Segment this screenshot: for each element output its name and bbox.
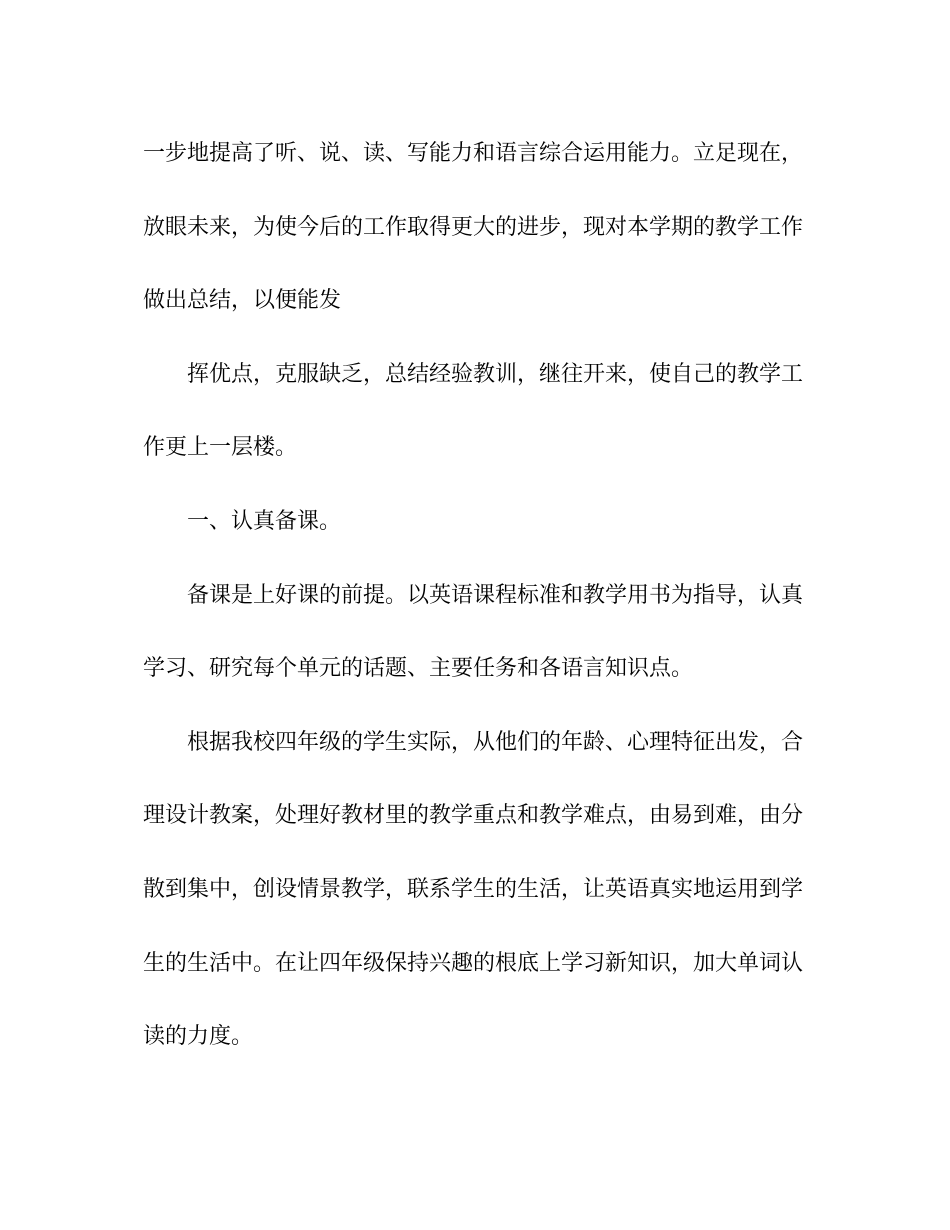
text-line: 散到集中，创设情景教学，联系学生的生活，让英语真实地运用到学 [143, 876, 804, 902]
paragraph-first-line: 备课是上好课的前提。以英语课程标准和教学用书为指导，认真 [187, 582, 804, 608]
paragraph-first-line: 根据我校四年级的学生实际，从他们的年龄、心理特征出发，合 [187, 729, 804, 755]
text-line: 作更上一层楼。 [143, 435, 298, 461]
text-line: 学习、研究每个单元的话题、主要任务和各语言知识点。 [143, 656, 694, 682]
document-body [143, 134, 803, 1091]
paragraph-first-line: 挥优点，克服缺乏，总结经验教训，继往开来，使自己的教学工 [187, 361, 804, 387]
text-line: 理设计教案，处理好教材里的教学重点和教学难点，由易到难，由分 [143, 803, 804, 829]
text-line: 读的力度。 [143, 1024, 254, 1050]
text-line: 放眼未来，为使今后的工作取得更大的进步，现对本学期的教学工作 [143, 214, 804, 240]
text-line: 生的生活中。在让四年级保持兴趣的根底上学习新知识，加大单词认 [143, 950, 804, 976]
section-heading: 一、认真备课。 [187, 508, 342, 534]
text-line: 做出总结，以便能发 [143, 288, 342, 314]
text-line: 一步地提高了听、说、读、写能力和语言综合运用能力。立足现在， [143, 141, 804, 166]
